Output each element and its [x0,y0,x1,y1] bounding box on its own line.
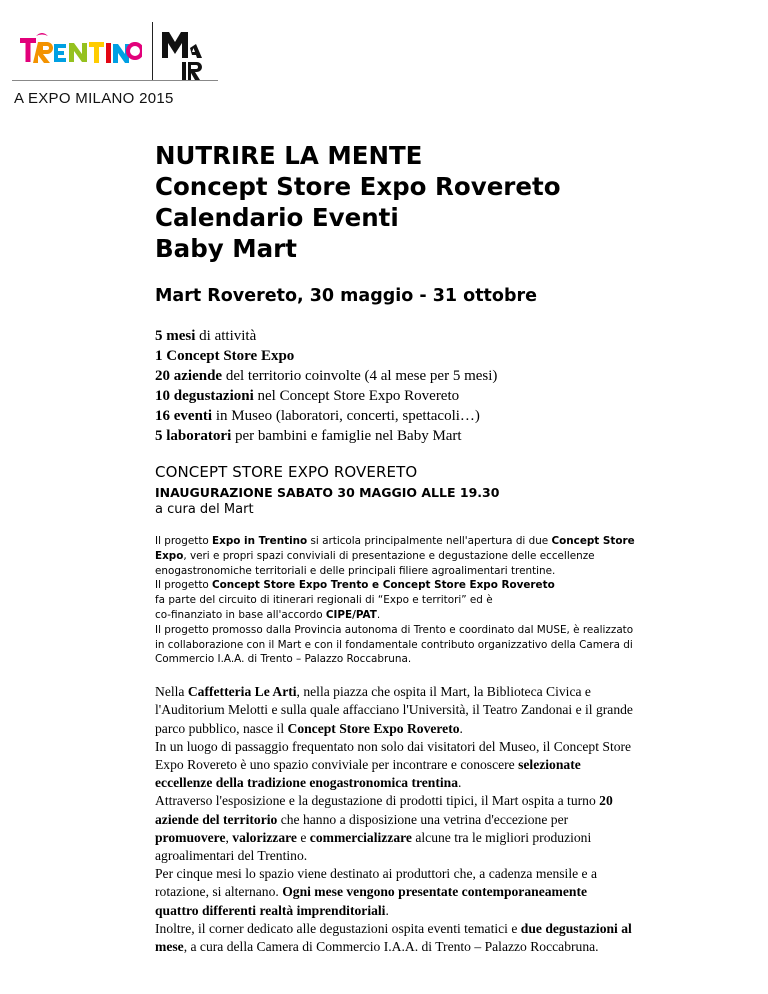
text-bold: quattro differenti realtà imprenditoriali [155,902,386,918]
text-line [155,549,700,564]
title-line: NUTRIRE LA MENTE [155,141,423,170]
text-run: . [458,775,462,791]
text-bold: Caffetteria Le Arti [187,684,297,700]
main-content [155,140,700,956]
text-run: parco pubblico, nasce il [155,720,288,736]
text-run: , nella piazza che ospita il Mart, la Biblioteca Civica e [296,684,591,700]
text-run: . [385,902,389,918]
title-line: Calendario Eventi [155,203,399,232]
text-run: , [225,829,233,845]
text-run: Il progetto [155,535,213,547]
text-bold: commercializzare [309,829,412,845]
mart-logo-graphic [160,30,210,82]
text-line: enogastronomiche territoriali e delle principali filiere agroalimentari trentine. [155,564,556,577]
text-bold: valorizzare [232,829,297,845]
text-line [155,608,700,623]
text-line [155,774,700,792]
body-text [155,683,700,956]
text-line: agroalimentari del Trentino. [155,848,308,863]
fact-highlight: 5 mesi [155,328,196,344]
text-line [155,902,700,920]
text-bold: Concept Store Expo Rovereto [287,720,460,736]
text-line [155,720,700,738]
trentino-logo [20,30,142,74]
text-line [155,829,700,847]
text-line [155,920,700,938]
fact-text: per bambini e famiglie nel Baby Mart [231,428,462,444]
text-bold: Ogni mese vengono presentate contemporaneamente [282,884,588,900]
text-run: co-finanziato in base all'accordo [155,608,326,621]
text-line: fa parte del circuito di itinerari regionali di “Expo e territori” ed è [155,594,493,607]
text-line [155,578,700,593]
text-run: . [459,720,463,736]
text-line: in collaborazione con il Mart e con il fondamentale contributo organizzativo della Camera di [155,638,633,651]
text-bold: 20 [599,793,613,809]
fact-text: di attività [195,328,257,344]
expo-milano-label: A EXPO MILANO 2015 [14,90,174,107]
event-dates: Mart Rovereto, 30 maggio - 31 ottobre [155,286,537,306]
key-facts-list [155,326,700,446]
text-run: Inoltre, il corner dedicato alle degustazioni ospita eventi tematici e [155,920,521,936]
text-bold: Expo [155,549,184,562]
text-run: Attraverso l'esposizione e la degustazione di prodotti tipici, il Mart ospita a turno [155,793,600,809]
text-run: alcune tra le migliori produzioni [411,829,592,845]
text-line [155,534,700,549]
section-inauguration: INAUGURAZIONE SABATO 30 MAGGIO ALLE 19.30 [155,485,500,500]
title-line: Baby Mart [155,234,297,263]
fact-highlight: 20 aziende [155,368,223,384]
text-line [155,756,700,774]
text-bold: selezionate [518,756,581,772]
text-line: Il progetto promosso dalla Provincia autonoma di Trento e coordinato dal MUSE, è realizzato [155,623,634,636]
text-bold: due degustazioni al [520,920,632,936]
project-description [155,534,700,667]
fact-item [155,366,700,386]
fact-text: nel Concept Store Expo Rovereto [253,388,460,404]
text-bold: Expo in Trentino [212,535,308,547]
text-line: Commercio I.A.A. di Trento – Palazzo Roccabruna. [155,653,412,666]
text-line: In un luogo di passaggio frequentato non solo dai visitatori del Museo, il Concept Store [155,738,632,754]
text-line [155,683,700,701]
text-bold: aziende del territorio [155,811,278,827]
fact-item [155,326,700,346]
fact-highlight: 10 degustazioni [155,388,254,404]
text-run: rotazione, si alternano. [155,884,283,900]
text-bold: CIPE/PAT [325,608,377,621]
text-run: si articola principalmente nell'apertura di due [307,535,552,547]
title-line: Concept Store Expo Rovereto [155,172,561,201]
text-run: e [296,829,310,845]
mart-logo [160,30,210,82]
text-bold: promuovere [155,829,226,845]
text-run: che hanno a disposizione una vetrina d'eccezione per [277,811,569,827]
text-line: l'Auditorium Melotti e sulla quale affacciano l'Università, il Teatro Zandonai e il grande [155,702,633,718]
fact-item [155,386,700,406]
text-run: Nella [155,684,188,700]
text-line [155,792,700,810]
text-run: . [376,608,381,621]
logo-divider-vertical [152,22,153,80]
text-bold: eccellenze della tradizione enogastronomica trentina [155,775,459,791]
logo-divider-horizontal [12,80,218,81]
text-run: Expo Rovereto è uno spazio conviviale per incontrare e conoscere [155,756,519,772]
text-run: , a cura della Camera di Commercio I.A.A. di Trento – Palazzo Roccabruna. [183,939,599,955]
fact-item [155,426,700,446]
fact-highlight: 16 eventi [155,408,213,424]
fact-text: in Museo (laboratori, concerti, spettacoli…) [212,408,480,424]
text-run: Il progetto [155,579,213,592]
fact-item [155,346,700,366]
text-bold: Concept Store [551,535,635,547]
text-line [155,811,700,829]
text-line [155,938,700,956]
document-title [155,140,700,264]
section-curator: a cura del Mart [155,502,254,517]
trentino-logo-graphic [20,30,142,74]
fact-text: del territorio coinvolte (4 al mese per 5 mesi) [222,368,498,384]
fact-highlight: 1 Concept Store Expo [155,348,295,364]
text-line [155,883,700,901]
text-line: Per cinque mesi lo spazio viene destinato ai produttori che, a cadenza mensile e a [155,866,598,882]
text-bold: Concept Store Expo Trento e Concept Store Expo Rovereto [212,579,555,592]
text-bold: mese [155,939,184,955]
fact-item [155,406,700,426]
fact-highlight: 5 laboratori [155,428,232,444]
section-heading: CONCEPT STORE EXPO ROVERETO [155,463,418,481]
text-run: , veri e propri spazi conviviali di presentazione e degustazione delle eccellenze [183,549,595,562]
